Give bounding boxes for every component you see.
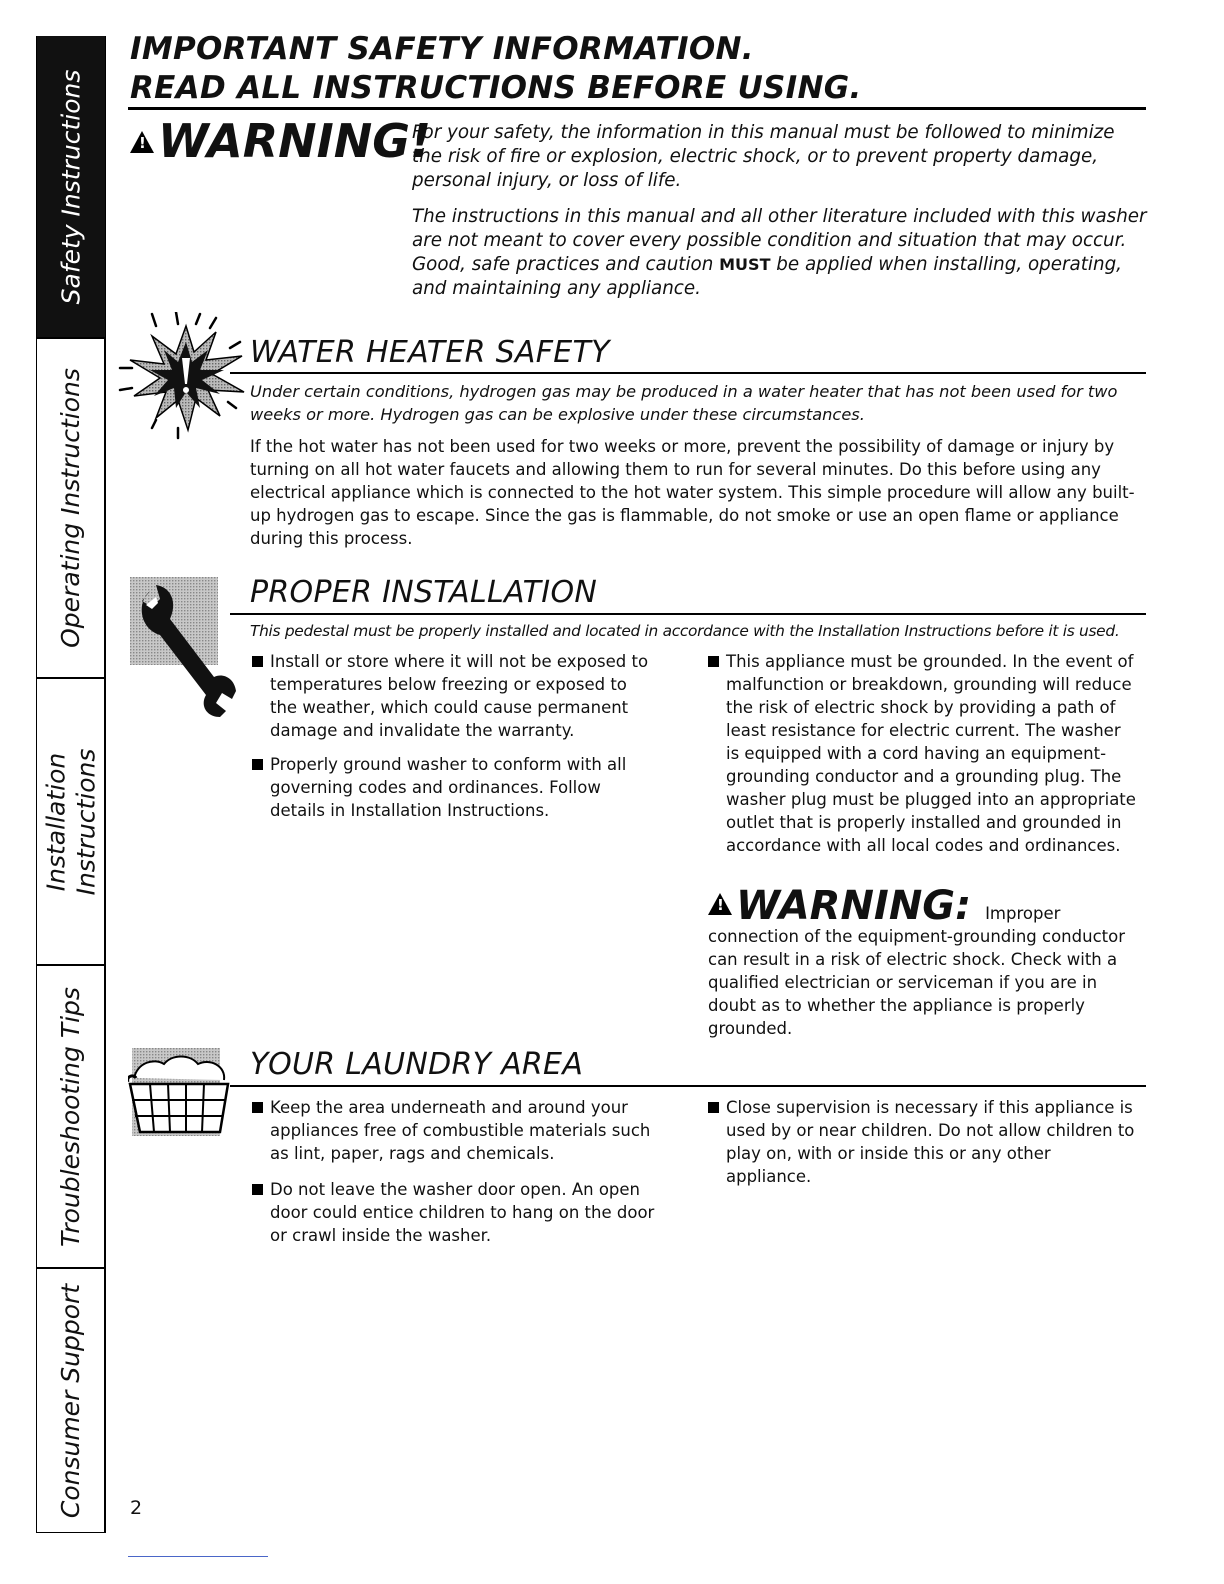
tab-operating-instructions[interactable]: Operating Instructions	[37, 339, 105, 679]
title-line-1: IMPORTANT SAFETY INFORMATION.	[130, 31, 754, 67]
warning-triangle-icon	[708, 893, 732, 915]
water-heater-body: If the hot water has not been used for two weeks or more, prevent the possibility of damage or injury by turning on all hot water faucets and allowing them to run for several minutes. Do this before using any electrical appliance which is connected to the hot water system. This simple procedure will allow any built-up hydrogen gas to escape. Since the gas is flammable, do not smoke or use an open flame or appliance during this process.	[250, 437, 1135, 548]
warning-paragraph-2: The instructions in this manual and all other literature included with this washer are not meant to cover every possible condition and situation that may occur. Good, safe practices and caution MUST be applied when installing, operating, and maintaining any appliance.	[412, 206, 1147, 299]
water-heater-intro: Under certain conditions, hydrogen gas may be produced in a water heater that has not been used for two weeks or more. Hydrogen gas can be explosive under these circumstances.	[250, 382, 1118, 424]
explosion-icon	[116, 312, 258, 440]
sidebar-tabs	[36, 36, 106, 1533]
warning-heading: !WARNING!	[130, 115, 431, 167]
grounding-warning-text: connection of the equipment-grounding conductor can result in a risk of electric shock. Check with a qualified electrician or serviceman if you are in doubt as to whether the appliance is properly grounded.	[708, 927, 1125, 1038]
installation-rule	[230, 613, 1146, 615]
grounding-warning-heading: !WARNING: Improper	[708, 883, 1060, 937]
tab-installation-instructions[interactable]: Installation Instructions	[37, 679, 105, 966]
installation-bullet-1: Install or store where it will not be exposed to temperatures below freezing or exposed to the weather, which could cause permanent damage and invalidate the warranty.	[252, 650, 652, 742]
title-line-2: READ ALL INSTRUCTIONS BEFORE USING.	[130, 70, 862, 106]
tab-consumer-support[interactable]: Consumer Support	[56, 1283, 86, 1519]
tab-troubleshooting-tips[interactable]: Troubleshooting Tips	[37, 966, 105, 1269]
laundry-title: YOUR LAUNDRY AREA	[250, 1047, 584, 1082]
laundry-rule	[230, 1085, 1146, 1087]
installation-bullet-2: Properly ground washer to conform with all governing codes and ordinances. Follow details in Installation Instructions.	[252, 753, 652, 822]
warning-paragraph-1: For your safety, the information in this manual must be followed to minimize the risk of fire or explosion, electric shock, or to prevent property damage, personal injury, or loss of life.	[412, 122, 1115, 191]
tab-safety-instructions[interactable]: Safety Instructions	[37, 36, 105, 339]
page-number: 2	[130, 1497, 143, 1519]
page-title	[130, 30, 862, 108]
installation-intro: This pedestal must be properly installed and located in accordance with the Installation Instructions before it is used.	[250, 622, 1120, 640]
footer-line	[128, 1556, 268, 1557]
laundry-basket-icon	[128, 1048, 232, 1140]
wrench-icon	[130, 577, 242, 723]
warning-triangle-icon	[130, 131, 154, 153]
water-heater-rule	[230, 372, 1146, 374]
installation-title: PROPER INSTALLATION	[250, 575, 598, 610]
laundry-bullet-3: Close supervision is necessary if this appliance is used by or near children. Do not allow children to play on, with or inside this or any other appliance.	[708, 1096, 1138, 1188]
laundry-bullet-2: Do not leave the washer door open. An open door could entice children to hang on the door or crawl inside the washer.	[252, 1178, 667, 1247]
laundry-bullet-1: Keep the area underneath and around your appliances free of combustible materials such as lint, paper, rags and chemicals.	[252, 1096, 667, 1165]
title-rule	[128, 107, 1146, 110]
installation-bullet-3: This appliance must be grounded. In the event of malfunction or breakdown, grounding will reduce the risk of electric shock by providing a path of least resistance for electric current. The washer is equipped with a cord having an equipment-grounding conductor and a grounding plug. The washer plug must be plugged into an appropriate outlet that is properly installed and grounded in accordance with all local codes and ordinances.	[708, 650, 1138, 857]
water-heater-title: WATER HEATER SAFETY	[250, 335, 610, 370]
